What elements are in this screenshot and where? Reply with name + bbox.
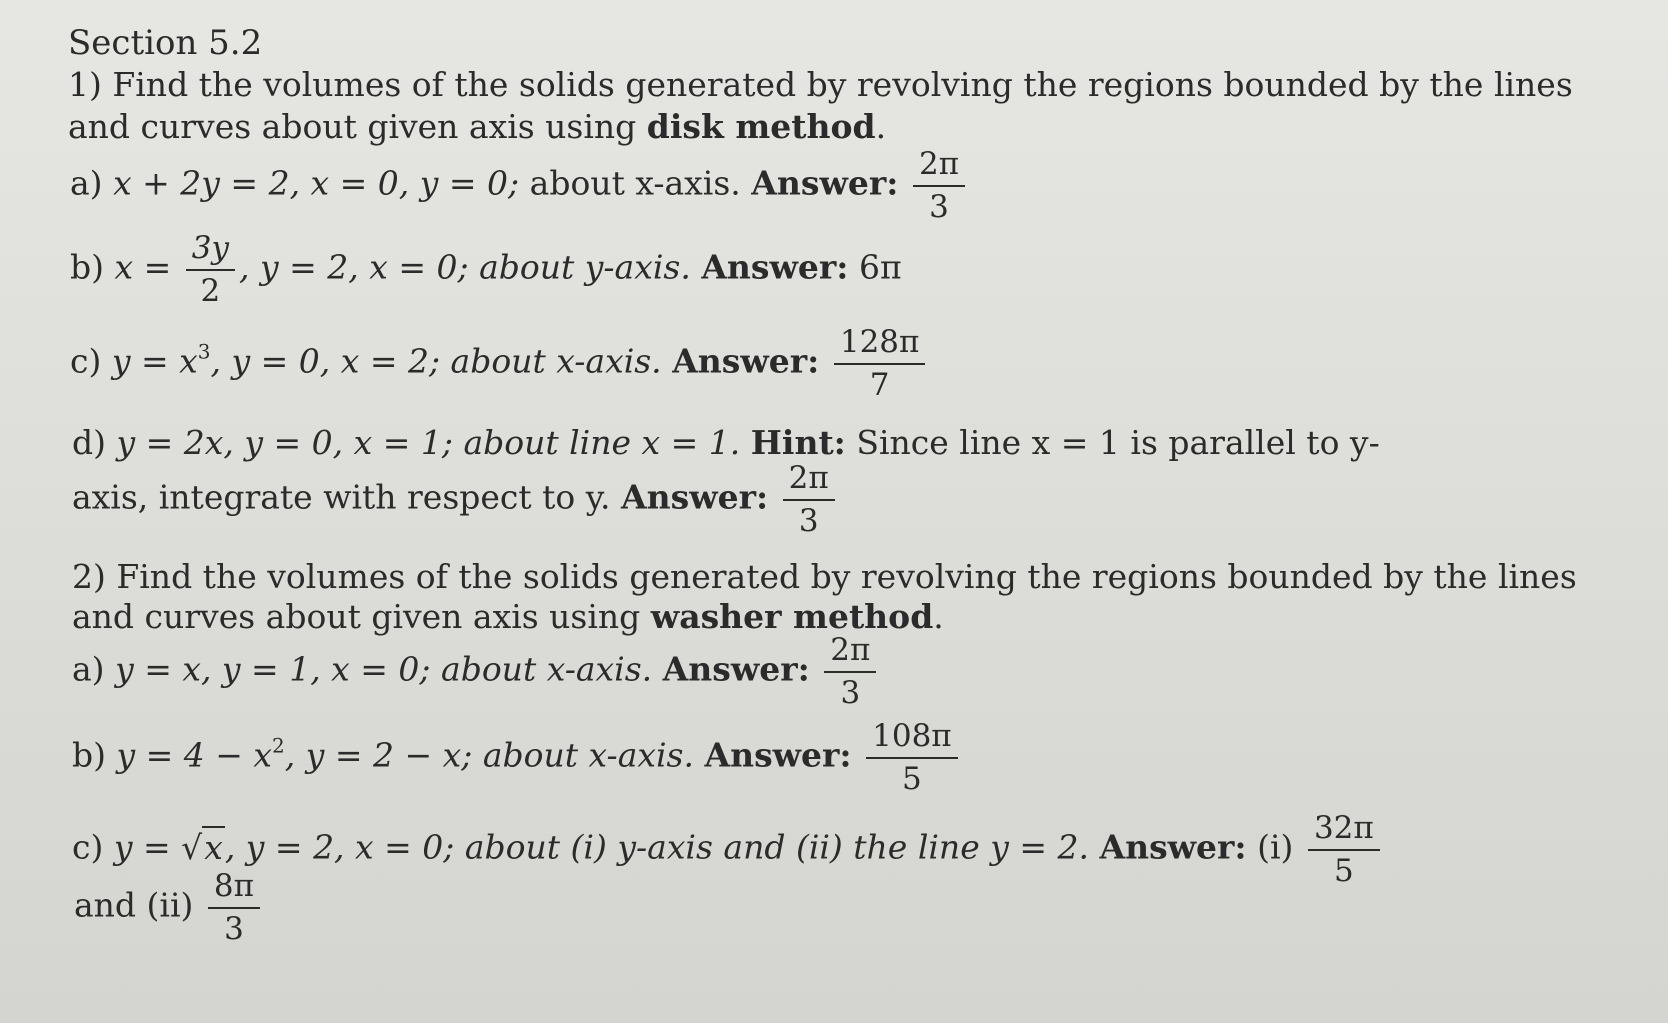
answer-label: Answer: (701, 247, 849, 287)
answer-fraction (783, 462, 835, 537)
item-label: a) (70, 163, 103, 203)
numerator: 2π (783, 462, 835, 501)
numerator: 2π (824, 634, 876, 673)
denominator: 2 (200, 272, 221, 309)
equation: y = 2x, y = 0, x = 1; about line x = 1. (116, 423, 741, 462)
problem-1c (70, 326, 929, 401)
item-label: a) (72, 649, 105, 689)
problem-1d-line1 (72, 423, 1380, 462)
hint-text: Since line x = 1 is parallel to y- (856, 423, 1380, 462)
problem-1d-line2 (72, 462, 839, 537)
square-root: √x (181, 827, 223, 867)
hint-continuation: axis, integrate with respect to y. (72, 477, 611, 517)
numerator: 108π (866, 720, 958, 759)
problem-2b (72, 720, 962, 795)
problem-1-intro-line1: 1) Find the volumes of the solids generated by revolving the regions bounded by the lines (68, 65, 1573, 104)
problem-1-intro-line2 (68, 107, 887, 146)
section-title: Section 5.2 (68, 23, 263, 63)
problem-1b (70, 232, 902, 307)
equation-right: , y = 2, x = 0; about (i) y-axis and (ii) the line y = 2. (224, 827, 1089, 867)
answer-fraction (913, 148, 965, 223)
numerator: 8π (208, 870, 260, 909)
problem-2-intro-line2 (72, 597, 944, 636)
denominator: 5 (1333, 852, 1354, 889)
answer-fraction (824, 634, 876, 709)
equation-rest: , y = 2 − x; about x-axis. (284, 735, 694, 775)
equation-left: y = (113, 827, 171, 867)
denominator: 3 (840, 674, 861, 711)
equation-fraction (186, 232, 235, 307)
denominator: 3 (929, 188, 949, 225)
equation: y = 4 − x (116, 735, 273, 775)
item-label: c) (70, 341, 102, 381)
method-name: disk method (646, 107, 876, 146)
intro-text: and curves about given axis using (68, 107, 647, 146)
answer-fraction-ii (208, 870, 260, 945)
denominator: 5 (902, 760, 922, 797)
method-name: washer method (650, 597, 934, 636)
answer-label: Answer: (662, 649, 810, 689)
equation-rest: , y = 0, x = 2; about x-axis. (210, 341, 662, 381)
problem-2a (72, 634, 880, 709)
answer-fraction (834, 326, 926, 401)
numerator: 2π (913, 148, 965, 187)
numerator: 32π (1308, 812, 1380, 851)
part-i-label: (i) (1257, 827, 1294, 867)
problem-1a (70, 148, 969, 223)
axis-text: about x-axis. (529, 163, 741, 203)
denominator: 3 (224, 910, 244, 947)
problem-2-intro-line1: 2) Find the volumes of the solids generated by revolving the regions bounded by the lines (72, 557, 1577, 596)
problem-2c-line2 (74, 870, 264, 945)
item-label: d) (72, 423, 106, 462)
answer-label: Answer: (672, 341, 820, 381)
answer-value: 6π (858, 247, 902, 287)
hint-label: Hint: (750, 423, 846, 462)
denominator: 3 (798, 502, 819, 539)
denominator: 7 (869, 366, 890, 403)
numerator: 3y (186, 232, 235, 271)
item-label: b) (72, 735, 106, 775)
item-label: c) (72, 827, 104, 867)
problem-2c-line1 (72, 812, 1384, 887)
item-label: b) (70, 247, 104, 287)
equation-right: , y = 2, x = 0; about y-axis. (239, 247, 691, 287)
equation-left: x = (114, 247, 172, 287)
answer-label: Answer: (621, 477, 769, 517)
equation: y = x (111, 341, 198, 381)
intro-period: . (875, 107, 887, 146)
radicand: x (204, 827, 223, 867)
intro-text: and curves about given axis using (72, 597, 651, 636)
answer-label: Answer: (1099, 827, 1247, 867)
equation: y = x, y = 1, x = 0; about x-axis. (115, 649, 653, 689)
exponent: 2 (272, 733, 285, 758)
numerator: 128π (834, 326, 926, 365)
intro-period: . (933, 597, 944, 636)
equation: x + 2y = 2, x = 0, y = 0; (113, 163, 520, 203)
exponent: 3 (197, 339, 211, 364)
answer-fraction-i (1308, 812, 1380, 887)
answer-label: Answer: (751, 163, 899, 203)
answer-fraction (866, 720, 958, 795)
answer-label: Answer: (704, 735, 852, 775)
part-ii-label: and (ii) (74, 885, 194, 925)
